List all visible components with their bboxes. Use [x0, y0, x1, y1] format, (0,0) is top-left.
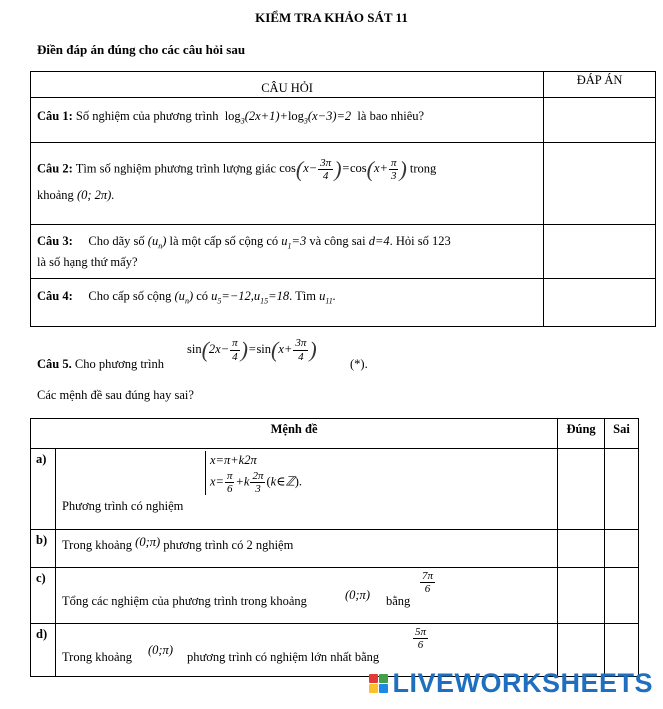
false-option-c[interactable]: [605, 568, 639, 624]
question-table: [30, 71, 656, 327]
question-row-4: Câu 4: Cho cấp số cộng $(u_n)$ có $u_5=-12,u_{15}=18$. Tìm $u_{11}$.: [31, 279, 656, 327]
q5-equation: sin(2x− $\frac{\pi}{4}$ )=sin(x+ $\frac{3\pi}{4}$ ): [187, 337, 317, 363]
header-answer: ĐÁP ÁN: [544, 72, 656, 98]
solution-system: x=π+k2π x= $\frac{\pi}{6}$ +k $\frac{2\pi}{3}$ (k∈ℤ).: [205, 451, 302, 495]
answer-input-3[interactable]: [544, 225, 656, 279]
statement-row-d: d) Trong khoảng (0;π) phương trình có nghiệm lớn nhất bằng $\frac{5\pi}{6}$: [31, 624, 639, 677]
question-row-2: Câu 2: Tìm số nghiệm phương trình lượng giác cos(x− $\frac{3\pi}{4}$ )=cos(x+ $\frac{\pi}{3}$ ) trong khoảng (0; 2π).: [31, 143, 656, 225]
q2-label: Câu 2:: [37, 161, 73, 176]
q4-label: Câu 4:: [37, 289, 73, 303]
question-row-1: Câu 1: Số nghiệm của phương trình $\log_3(2x+1)+\log_3(x-3)=2$ là bao nhiêu?: [31, 98, 656, 143]
answer-input-4[interactable]: [544, 279, 656, 327]
answer-input-2[interactable]: [544, 143, 656, 225]
header-statement: Mệnh đề: [31, 419, 558, 449]
statement-row-b: b) Trong khoảng (0;π) phương trình có 2 nghiệm: [31, 530, 639, 568]
true-option-a[interactable]: [558, 449, 605, 530]
true-option-c[interactable]: [558, 568, 605, 624]
question-row-3: Câu 3: Cho dãy số $(u_n)$ là một cấp số cộng có $u_1=3$ và công sai d=4. Hỏi số 123 là số hạng thứ mấy?: [31, 225, 656, 279]
instruction: Điền đáp án đúng cho các câu hỏi sau: [37, 42, 246, 57]
false-option-b[interactable]: [605, 530, 639, 568]
liveworksheets-logo-icon: [369, 674, 388, 693]
q3-label: Câu 3:: [37, 234, 73, 248]
header-question: CÂU HỎI: [31, 72, 544, 98]
q5-subtext: Các mệnh đề sau đúng hay sai?: [37, 388, 194, 402]
true-option-b[interactable]: [558, 530, 605, 568]
statement-row-c: c) Tổng các nghiệm của phương trình trong khoảng (0;π) bằng $\frac{7\pi}{6}$: [31, 568, 639, 624]
page-title: KIỂM TRA KHẢO SÁT 11: [255, 10, 408, 25]
liveworksheets-watermark: LIVEWORKSHEETS: [369, 668, 653, 699]
false-option-a[interactable]: [605, 449, 639, 530]
q1-label: Câu 1:: [37, 109, 73, 123]
q5-label: Câu 5.: [37, 357, 72, 371]
q5-block: sin(2x− $\frac{\pi}{4}$ )=sin(x+ $\frac{3\pi}{4}$ ) Câu 5. Cho phương trình (*).: [37, 337, 368, 371]
header-false: Sai: [605, 419, 639, 449]
answer-input-1[interactable]: [544, 98, 656, 143]
q2-equation: cos(x− $\frac{3\pi}{4}$ )=cos(x+ $\frac{\pi}{3}$ ): [279, 156, 407, 182]
statement-row-a: a) Phương trình có nghiệm x=π+k2π x= $\frac{\pi}{6}$ +k $\frac{2\pi}{3}$ (k∈ℤ).: [31, 449, 639, 530]
q1-equation: $\log_3(2x+1)+\log_3(x-3)=2$: [224, 109, 355, 126]
true-false-table: [30, 418, 639, 677]
header-true: Đúng: [558, 419, 605, 449]
